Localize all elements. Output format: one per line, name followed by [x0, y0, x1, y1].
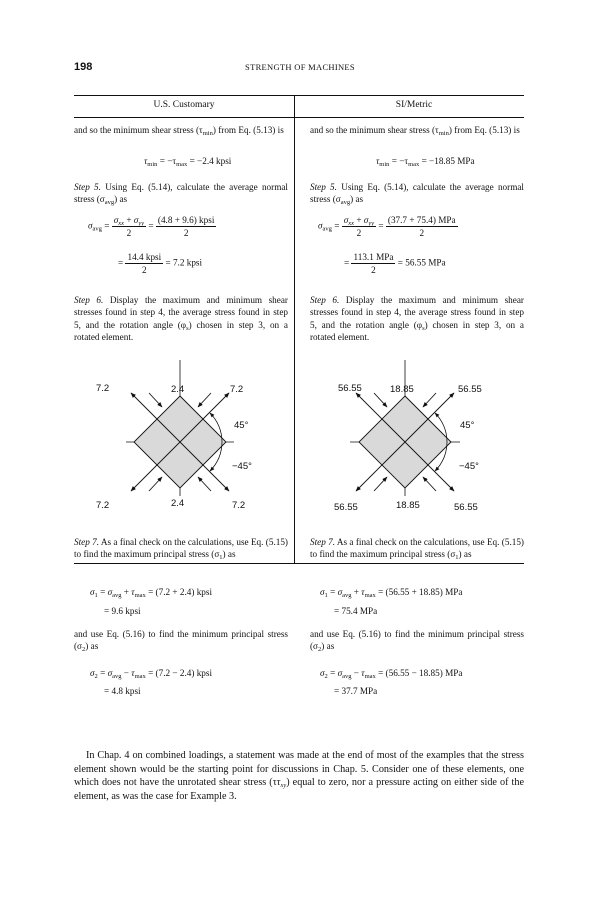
- si-eq-tau-min: $\tau_{min} = -\tau_{max} = -18.85$ MPa: [376, 156, 475, 168]
- label-top-center: 18.85: [390, 384, 414, 395]
- running-title: STRENGTH OF MACHINES: [245, 62, 355, 72]
- us-eq-tau-min: $\tau_{min} = -\tau_{max} = -2.4$ kpsi: [144, 156, 232, 168]
- si-eq-sigma1-result: = 75.4 MPa: [334, 606, 378, 616]
- si-eq-sigma1: $\sigma_1 = \sigma_{avg} + \tau_{max} = (56.55 + 18.85)$ MPa: [320, 587, 463, 599]
- us-intro: and so the minimum shear stress $(\tau_{min})$ from Eq. (5.13) is: [74, 125, 284, 137]
- us-step7: Step 7. As a final check on the calculations, use Eq. (5.15) to find the maximum principal stress $(\sigma_1)$ as: [74, 537, 288, 562]
- us-eq-sigma2: $\sigma_2 = \sigma_{avg} - \tau_{max} = (7.2 - 2.4)$ kpsi: [90, 668, 213, 680]
- label-bottom-right: 7.2: [232, 500, 246, 511]
- closing-paragraph: In Chap. 4 on combined loadings, a statement was made at the end of most of the examples that the stress element shown would be the starting point for discussions in Chap. 5. Consider one of these elements, one which does not have the unrotated shear stress $(\tau\tau_{xy})$ equal to zero, nor a pressure acting on either side of the element, as was the case for Example 3.: [74, 750, 524, 802]
- si-min-principal: and use Eq. (5.16) to find the minimum principal stress $(\sigma_2)$ as: [310, 629, 524, 654]
- si-column-heading: SI/Metric: [395, 100, 433, 110]
- label-bottom-center: 2.4: [171, 498, 185, 509]
- us-eq-sigma-avg-result: = $\frac{\text{14.4 kpsi}}{2}$ = 7.2 kpsi: [118, 252, 203, 275]
- page-number: 198: [74, 61, 93, 73]
- label-bottom-right: 56.55: [454, 502, 478, 513]
- label-top-left: 56.55: [338, 383, 362, 394]
- us-min-principal: and use Eq. (5.16) to find the minimum principal stress $(\sigma_2)$ as: [74, 629, 288, 654]
- si-eq-sigma-avg: $\sigma_{avg}$ = $\frac{\sigma_{xx} + \sigma_{yy}}{2}$ = $\frac{\text{(37.7 + 75.4) MPa}}{2}$: [318, 215, 456, 238]
- si-stress-element-diagram: [310, 358, 524, 518]
- label-top-left: 7.2: [96, 383, 110, 394]
- us-step6: Step 6. Display the maximum and minimum shear stresses found in step 4, the average stress found in step 5, and the rotation angle $(\varphi_s)$ chosen in step 3, on a rotated element.: [74, 295, 288, 342]
- us-eq-sigma1-result: = 9.6 kpsi: [104, 606, 141, 616]
- si-intro: and so the minimum shear stress $(\tau_{min})$ from Eq. (5.13) is: [310, 125, 520, 137]
- us-step5: Step 5. Using Eq. (5.14), calculate the average normal stress $(\sigma_{avg})$ as: [74, 182, 288, 207]
- us-column-heading: U.S. Customary: [153, 100, 215, 110]
- si-step6: Step 6. Display the maximum and minimum shear stresses found in step 4, the average stress found in step 5, and the rotation angle $(\varphi_s)$ chosen in step 3, on a rotated element.: [310, 295, 524, 342]
- label-bottom-center: 18.85: [396, 500, 420, 511]
- us-stress-element-diagram: [74, 358, 288, 518]
- column-divider: [294, 95, 295, 564]
- us-eq-sigma2-result: = 4.8 kpsi: [104, 686, 141, 696]
- label-angle-upper: 45°: [460, 420, 475, 431]
- si-eq-sigma-avg-result: = $\frac{\text{113.1 MPa}}{2}$ = 56.55 MPa: [344, 252, 446, 275]
- label-bottom-left: 7.2: [96, 500, 110, 511]
- si-step7: Step 7. As a final check on the calculations, use Eq. (5.15) to find the maximum principal stress $(\sigma_1)$ as: [310, 537, 524, 562]
- label-angle-lower: −45°: [232, 461, 252, 472]
- label-bottom-left: 56.55: [334, 502, 358, 513]
- label-angle-lower: −45°: [459, 461, 479, 472]
- us-eq-sigma-avg: $\sigma_{avg}$ = $\frac{\sigma_{xx} + \sigma_{yy}}{2}$ = $\frac{\text{(4.8 + 9.6) kpsi}}{2}$: [88, 215, 215, 238]
- si-eq-sigma2: $\sigma_2 = \sigma_{avg} - \tau_{max} = (56.55 - 18.85)$ MPa: [320, 668, 463, 680]
- label-top-right: 56.55: [458, 384, 482, 395]
- si-eq-sigma2-result: = 37.7 MPa: [334, 686, 378, 696]
- label-top-right: 7.2: [230, 384, 244, 395]
- si-step5: Step 5. Using Eq. (5.14), calculate the average normal stress $(\sigma_{avg})$ as: [310, 182, 524, 207]
- label-angle-upper: 45°: [234, 420, 249, 431]
- us-eq-sigma1: $\sigma_1 = \sigma_{avg} + \tau_{max} = (7.2 + 2.4)$ kpsi: [90, 587, 213, 599]
- label-top-center: 2.4: [171, 384, 185, 395]
